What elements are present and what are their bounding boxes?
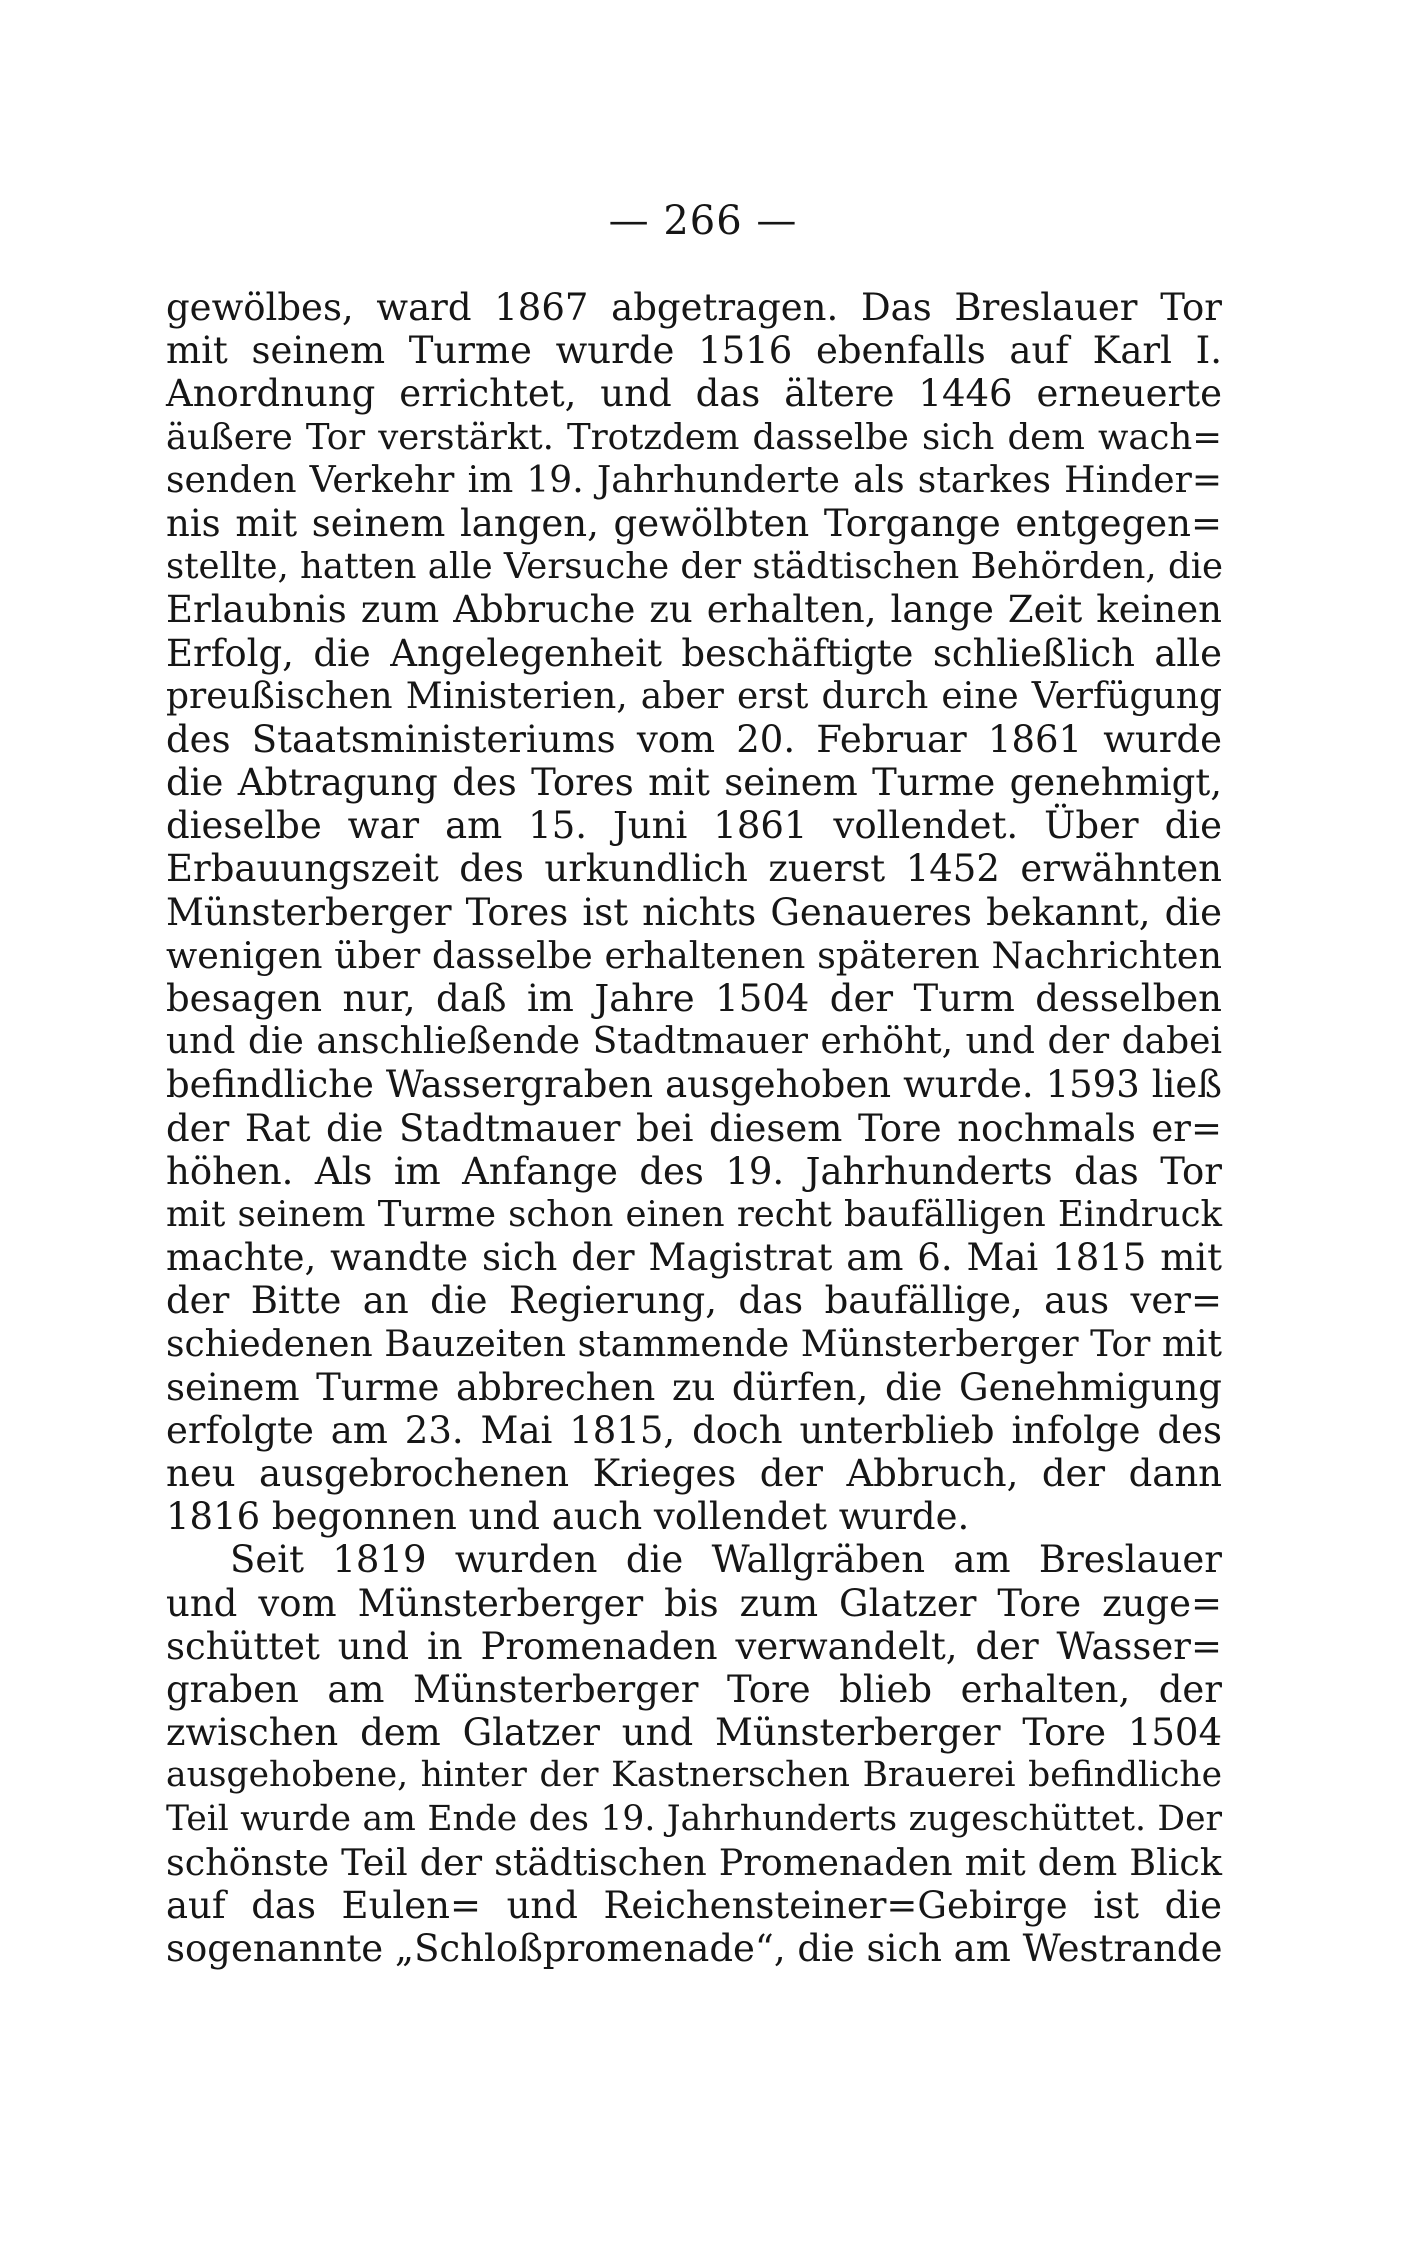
text-line: der Rat die Stadtmauer bei diesem Tore nochmals er= [166,1106,1222,1150]
text-line: gewölbes, ward 1867 abgetragen. Das Breslauer Tor [166,286,1222,329]
text-line: und vom Münsterberger bis zum Glatzer Tore zuge= [166,1581,1222,1625]
text-line: Münsterberger Tores ist nichts Genaueres bekannt, die [166,890,1222,934]
text-line: mit seinem Turme schon einen recht baufälligen Eindruck [166,1193,1222,1235]
text-line: befindliche Wassergraben ausgehoben wurde. 1593 ließ [166,1063,1222,1107]
text-line: und die anschließende Stadtmauer erhöht, und der dabei [166,1021,1222,1063]
text-line: der Bitte an die Regierung, das baufällige, aus ver= [166,1279,1222,1323]
text-line: schüttet und in Promenaden verwandelt, der Wasser= [166,1624,1222,1668]
text-line: Anordnung errichtet, und das ältere 1446 erneuerte [166,372,1222,416]
text-line: sogenannte „Schloßpromenade“, die sich am Westrande [166,1927,1223,1971]
text-line: besagen nur, daß im Jahre 1504 der Turm desselben [166,977,1222,1020]
text-line: ausgehobene, hinter der Kastnerschen Brauerei befindliche [166,1755,1222,1796]
text-line: neu ausgebrochenen Krieges der Abbruch, der dann [166,1452,1222,1496]
text-line: wenigen über dasselbe erhaltenen späteren Nachrichten [166,933,1222,977]
text-line: mit seinem Turme wurde 1516 ebenfalls auf Karl I. [166,329,1222,373]
text-line: auf das Eulen= und Reichensteiner=Gebirge ist die [166,1883,1222,1927]
text-line: Erlaubnis zum Abbruche zu erhalten, lange Zeit keinen [166,588,1222,632]
body-text [166,286,1222,1970]
text-line: äußere Tor verstärkt. Trotzdem dasselbe sich dem wach= [166,416,1222,458]
page-number: — 266 — [608,198,798,244]
text-line: zwischen dem Glatzer und Münsterberger Tore 1504 [166,1711,1222,1755]
text-line: nis mit seinem langen, gewölbten Torgange entgegen= [166,501,1222,545]
text-line: machte, wandte sich der Magistrat am 6. Mai 1815 mit [166,1236,1222,1280]
text-line: höhen. Als im Anfange des 19. Jahrhunderts das Tor [166,1149,1222,1193]
text-line: die Abtragung des Tores mit seinem Turme genehmigt, [166,761,1222,805]
text-line: senden Verkehr im 19. Jahrhunderte als starkes Hinder= [166,459,1222,501]
paragraph-start-line: Seit 1819 wurden die Wallgräben am Breslauer [230,1538,1222,1582]
text-line: des Staatsministeriums vom 20. Februar 1861 wurde [166,717,1222,761]
text-line: dieselbe war am 15. Juni 1861 vollendet. Über die [166,804,1222,848]
text-line: Erbauungszeit des urkundlich zuerst 1452 erwähnten [166,847,1222,891]
text-line: schönste Teil der städtischen Promenaden mit dem Blick [166,1840,1222,1884]
text-line: seinem Turme abbrechen zu dürfen, die Genehmigung [166,1365,1222,1409]
text-line: Teil wurde am Ende des 19. Jahrhunderts zugeschüttet. Der [166,1798,1222,1839]
paragraph-end-line: 1816 begonnen und auch vollendet wurde. [166,1495,970,1539]
text-line: graben am Münsterberger Tore blieb erhalten, der [166,1668,1222,1711]
text-line: erfolgte am 23. Mai 1815, doch unterblieb infolge des [166,1408,1222,1452]
text-line: Erfolg, die Angelegenheit beschäftigte schließlich alle [166,631,1222,675]
text-line: preußischen Ministerien, aber erst durch eine Verfügung [166,675,1222,717]
text-line: stellte, hatten alle Versuche der städtischen Behörden, die [166,546,1224,588]
text-line: schiedenen Bauzeiten stammende Münsterberger Tor mit [166,1323,1222,1365]
